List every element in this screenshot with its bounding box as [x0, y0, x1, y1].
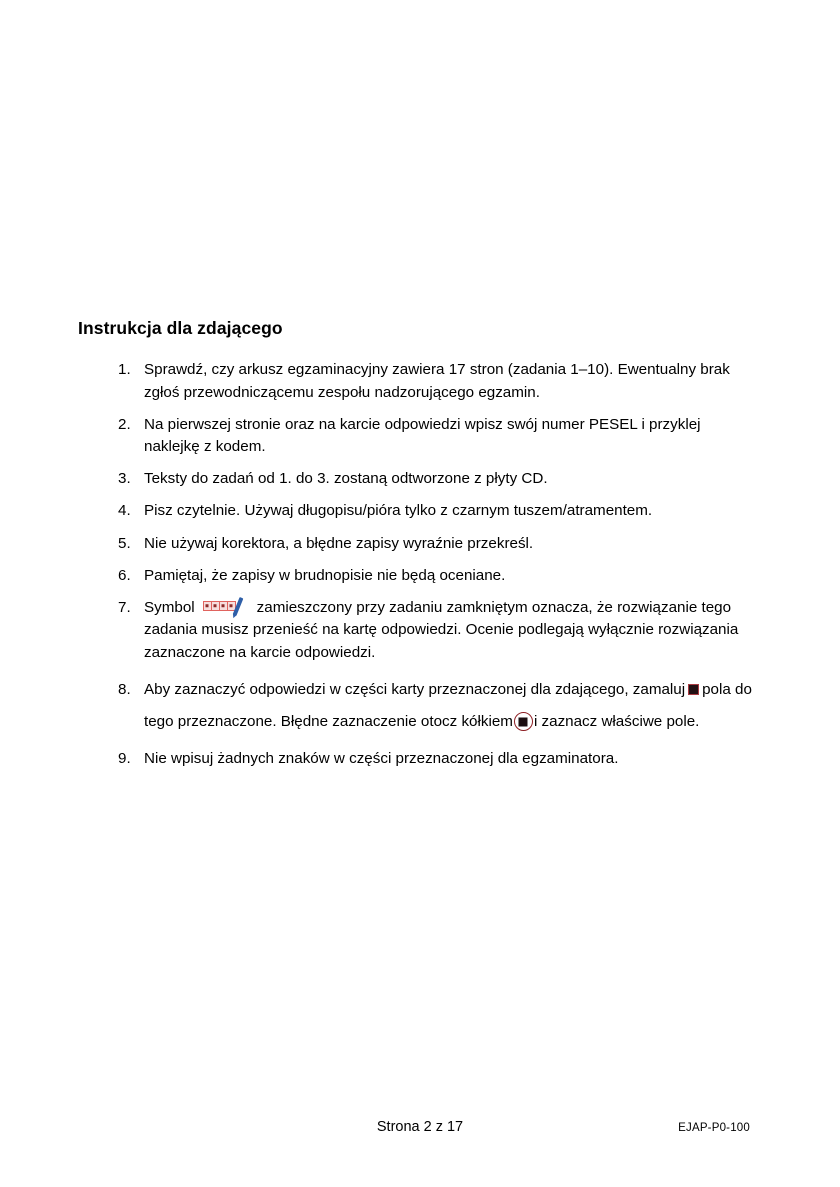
answer-card-marker-symbol: [203, 600, 253, 614]
list-item-number: 6.: [118, 566, 131, 584]
list-item: [118, 500, 756, 523]
list-item-number: 1.: [118, 361, 131, 378]
list-item: [118, 565, 756, 588]
list-item-text-after-symbol: zamieszczony przy zadaniu zamkniętym oznacza, że rozwiązanie tego zadania musisz przenieść na kartę odpowiedzi. Ocenie podlegają wyłącznie rozwiązania zaznaczone na karcie odpowiedzi.: [144, 598, 739, 661]
list-item: [118, 414, 756, 459]
list-item-text-part-1: Aby zaznaczyć odpowiedzi w części karty przeznaczonej dla zdającego, zamaluj: [144, 681, 686, 699]
list-item-number: 3.: [118, 470, 131, 488]
page-footer: [0, 1119, 840, 1143]
list-item-text-before-symbol: Symbol: [144, 598, 195, 616]
list-item-text-part-2: pola do tego przeznaczone. Błędne zaznaczenie otocz kółkiem: [144, 681, 752, 731]
filled-square-symbol: [688, 684, 699, 695]
list-item-text: [144, 674, 756, 738]
list-item-number: 7.: [118, 598, 131, 616]
list-item-number: 2.: [118, 415, 131, 433]
list-item-number: 9.: [118, 749, 131, 767]
list-item-number: 4.: [118, 502, 131, 520]
list-item-text: Sprawdź, czy arkusz egzaminacyjny zawiera 17 stron (zadania 1–10). Ewentualny brak zgłoś przewodniczącemu zespołu nadzorującego egzamin.: [144, 361, 730, 401]
list-item-text: Teksty do zadań od 1. do 3. zostaną odtworzone z płyty CD.: [144, 470, 548, 488]
list-item-number: 8.: [118, 681, 131, 699]
list-item-text: Pamiętaj, że zapisy w brudnopisie nie będą oceniane.: [144, 566, 506, 584]
instructions-list: [78, 359, 756, 780]
list-item-text: Pisz czytelnie. Używaj długopisu/pióra tylko z czarnym tuszem/atramentem.: [144, 502, 653, 520]
sheet-code-label: EJAP-P0-100: [678, 1122, 750, 1134]
list-item-text: Nie wpisuj żadnych znaków w części przeznaczonej dla egzaminatora.: [144, 749, 619, 767]
list-item: [118, 674, 756, 738]
page-title: Instrukcja dla zdającego: [78, 317, 283, 338]
list-item: [118, 597, 756, 665]
list-item-text: [144, 597, 756, 665]
list-item: [118, 359, 756, 404]
list-item: [118, 533, 756, 556]
list-item: [118, 748, 756, 771]
list-item-text: Nie używaj korektora, a błędne zapisy wyraźnie przekreśl.: [144, 534, 534, 552]
list-item-number: 5.: [118, 534, 131, 552]
list-item-text-part-3: i zaznacz właściwe pole.: [533, 713, 700, 731]
circled-square-symbol: [514, 712, 533, 731]
page-number-label: Strona 2 z 17: [376, 1119, 464, 1135]
list-item: [118, 468, 756, 491]
list-item-text: Na pierwszej stronie oraz na karcie odpowiedzi wpisz swój numer PESEL i przyklej naklejkę z kodem.: [144, 415, 701, 456]
marker-boxes: [203, 601, 235, 611]
